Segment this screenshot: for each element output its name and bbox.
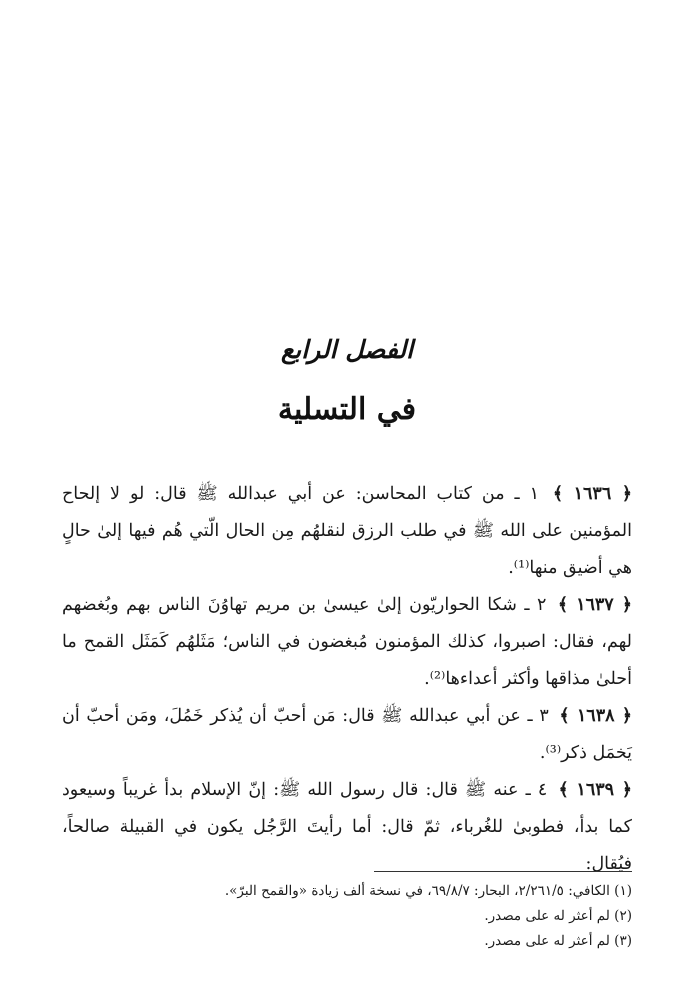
entry-number: ﴿ ١٦٣٧ ﴾ xyxy=(557,595,632,615)
hadith-entries xyxy=(62,476,632,883)
hadith-entry xyxy=(62,587,632,698)
entry-number: ﴿ ١٦٣٦ ﴾ xyxy=(552,484,632,504)
entry-number: ﴿ ١٦٣٩ ﴾ xyxy=(558,780,632,800)
hadith-entry xyxy=(62,476,632,587)
entry-text: ٤ ـ عنه ﷺ قال: قال رسول الله ﷺ: إنّ الإسلام بدأ غريباً وسيعود كما بدأ، فطوبىٰ للغُرباء، ثمّ قال: أما رأيتَ الرَّجُل يكون في القبيلة صالحاً، فيُقال: xyxy=(62,780,632,874)
footnote-divider xyxy=(374,871,632,872)
entry-number: ﴿ ١٦٣٨ ﴾ xyxy=(559,706,632,726)
hadith-entry xyxy=(62,772,632,883)
chapter-title: الفصل الرابع xyxy=(280,335,414,364)
footnote: (٣) لم أعثر له على مصدر. xyxy=(484,933,632,949)
footnote: (٢) لم أعثر له على مصدر. xyxy=(484,908,632,924)
footnote: (١) الكافي: ٢/٢٦١/٥، البحار: ٦٩/٨/٧، في نسخة ألف زيادة «والقمح البرّ». xyxy=(224,883,632,899)
entry-text: ١ ـ من كتاب المحاسن: عن أبي عبدالله ﷺ قال: لو لا إلحاح المؤمنين على الله ﷺ في طلب الرزق لنقلهُم مِن الحال الّتي هُم فيها إلىٰ حالٍ هي أضيق منها⁽¹⁾. xyxy=(62,484,632,578)
hadith-entry xyxy=(62,698,632,772)
footnotes xyxy=(62,879,632,954)
entry-text: ٢ ـ شكا الحواريّون إلىٰ عيسىٰ بن مريم تهاوُنَ الناس بهم وبُغضهم لهم، فقال: اصبروا، كذلك المؤمنون مُبغضون في الناس؛ مَثَلهُم كَمَثَل القمح ما أحلىٰ مذاقها وأكثر أعداءها⁽²⁾. xyxy=(62,595,632,689)
chapter-subtitle: في التسلية xyxy=(277,392,417,427)
entry-text: ٣ ـ عن أبي عبدالله ﷺ قال: مَن أحبّ أن يُذكر خَمُلَ، ومَن أحبّ أن يَخمَل ذكر⁽³⁾. xyxy=(62,706,632,763)
